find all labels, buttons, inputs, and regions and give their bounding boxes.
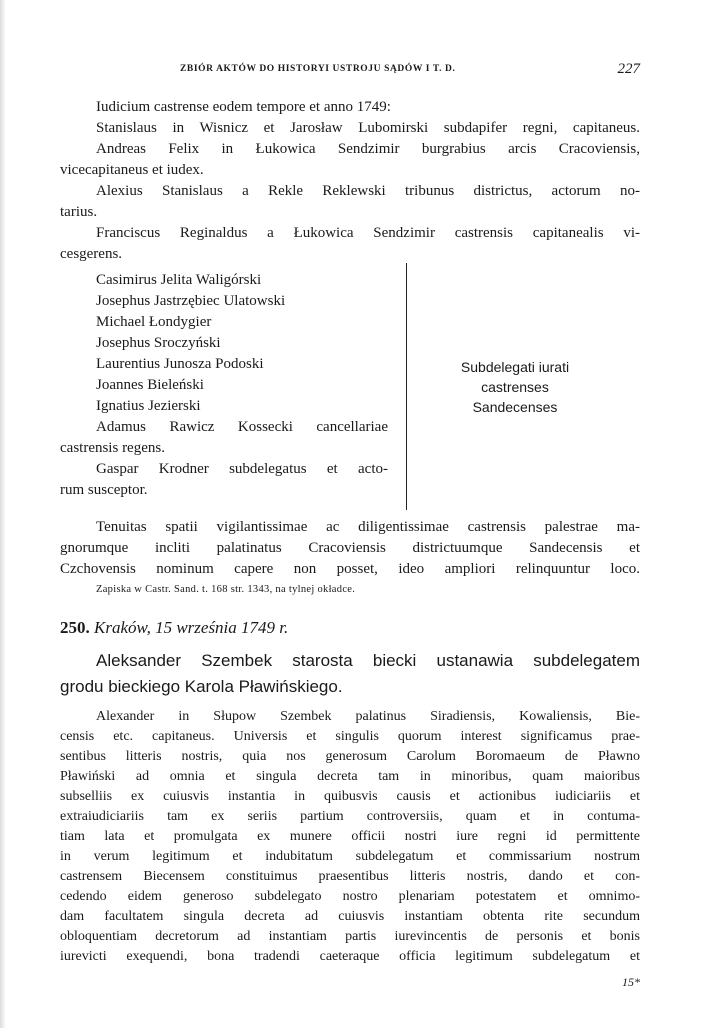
body-line: subselliis ex cuiusvis instantia in quibusvis causis et actionibus iudiciariis et <box>60 789 640 804</box>
body-line: sentibus litteris nostris, quia nos generosum Carolum Boromaeum de Pławno <box>60 749 640 764</box>
body-line: cedendo eidem generoso subdelegato nostro plenariam potestatem et omnimo- <box>60 889 640 904</box>
closing-line: Tenuitas spatii vigilantissimae ac diligentissimae castrensis palestrae ma- <box>96 519 640 535</box>
list-bracket <box>406 263 407 510</box>
intro-line: tarius. <box>60 204 98 220</box>
running-header <box>60 61 640 81</box>
bracket-label-line: Sandecenses <box>472 399 558 415</box>
subdelegate-name: castrensis regens. <box>60 440 165 456</box>
document-heading <box>60 618 288 638</box>
summary-line: Aleksander Szembek starosta biecki ustanawia subdelegatem <box>96 651 640 670</box>
body-line: extraiudiciariis tam ex seriis partium controversiis, quam et in contuma- <box>60 809 640 824</box>
body-line: iurevicti exequendi, bona tradendi caeteraque officia legitimum subdelegatum et <box>60 949 640 964</box>
subdelegate-name: Joannes Bieleński <box>96 377 204 393</box>
subdelegate-name: rum susceptor. <box>60 482 148 498</box>
page-number: 227 <box>617 61 640 77</box>
intro-line: Andreas Felix in Łukowica Sendzimir burgrabius arcis Cracoviensis, <box>96 141 640 157</box>
document-number: 250. <box>60 618 90 637</box>
intro-line: Iudicium castrense eodem tempore et anno 1749: <box>96 99 391 115</box>
body-line: Alexander in Słupow Szembek palatinus Siradiensis, Kowaliensis, Bie- <box>96 709 640 724</box>
subdelegate-name: Josephus Sroczyński <box>96 335 221 351</box>
summary-line: grodu bieckiego Karola Pławińskiego. <box>60 677 343 696</box>
document-date: Kraków, 15 września 1749 r. <box>94 618 289 637</box>
subdelegate-name: Michael Łondygier <box>96 314 212 330</box>
running-title: ZBIÓR AKTÓW DO HISTORYI USTROJU SĄDÓW I T. D. <box>180 64 456 74</box>
subdelegate-name: Ignatius Jezierski <box>96 398 201 414</box>
signature-mark: 15* <box>622 975 640 989</box>
subdelegate-name: Laurentius Junosza Podoski <box>96 356 264 372</box>
subdelegate-name: Casimirus Jelita Waligórski <box>96 272 262 288</box>
body-line: dam facultatem singula decreta ad cuiusvis instantiam obtenta rite secundum <box>60 909 640 924</box>
subdelegate-name: Gaspar Krodner subdelegatus et acto- <box>96 461 388 477</box>
body-line: tiam lata et promulgata ex munere officii nostri iure regni id permittente <box>60 829 640 844</box>
body-line: obloquentiam decretorum ad instantiam partis iurevincentis de personis et bonis <box>60 929 640 944</box>
scan-edge-shadow <box>0 0 6 1028</box>
intro-line: Alexius Stanislaus a Rekle Reklewski tribunus districtus, actorum no- <box>96 183 640 199</box>
bracket-label-line: Subdelegati iurati <box>460 359 570 375</box>
body-line: Pławiński ad omnia et singula decreta tam in minoribus, quam maioribus <box>60 769 640 784</box>
intro-line: vicecapitaneus et iudex. <box>60 162 204 178</box>
subdelegate-name: Josephus Jastrzębiec Ulatowski <box>96 293 286 309</box>
bracket-label-line: castrenses <box>481 379 549 395</box>
closing-line: Czchovensis nominum capere non posset, ideo ampliori relinquuntur loco. <box>60 561 640 577</box>
body-line: castrensem Biecensem constituimus praesentibus litteris nostris, dando et con- <box>60 869 640 884</box>
intro-line: cesgerens. <box>60 246 123 262</box>
closing-line: gnorumque incliti palatinatus Cracoviensis districtuumque Sandecensis et <box>60 540 640 556</box>
body-line: in verum legitimum et indubitatum subdelegatum et commissarium nostrum <box>60 849 640 864</box>
subdelegate-name: Adamus Rawicz Kossecki cancellariae <box>96 419 388 435</box>
intro-line: Franciscus Reginaldus a Łukowica Sendzimir castrensis capitanealis vi- <box>96 225 640 241</box>
body-line: censis etc. capitaneus. Universis et singulis quorum interest significamus prae- <box>60 729 640 744</box>
intro-line: Stanislaus in Wisnicz et Jarosław Lubomirski subdapifer regni, capitaneus. <box>96 120 640 136</box>
source-note: Zapiska w Castr. Sand. t. 168 str. 1343, na tylnej okładce. <box>96 584 356 595</box>
